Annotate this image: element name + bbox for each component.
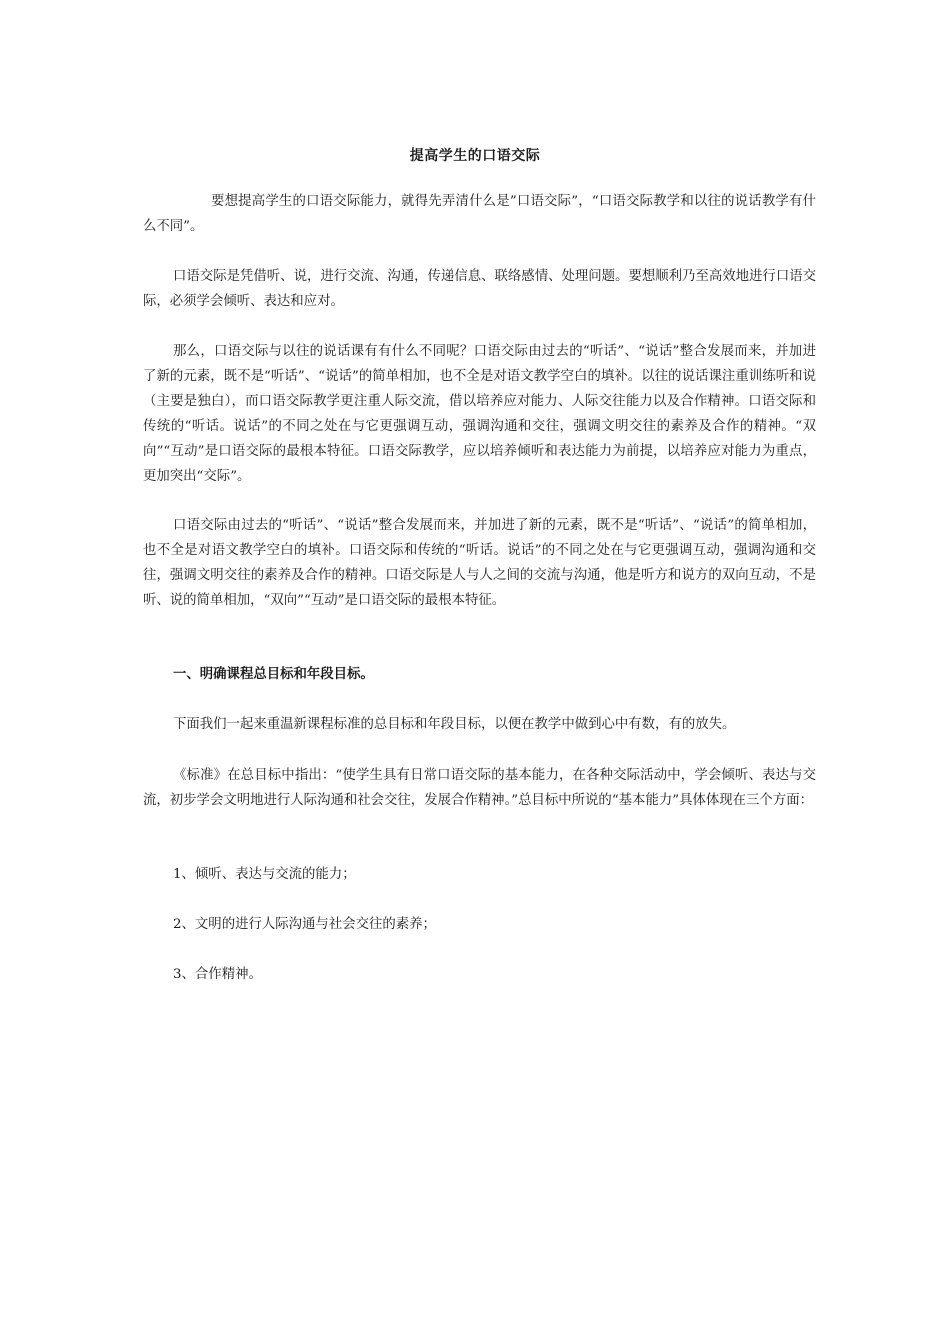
document-title: 提高学生的口语交际 bbox=[409, 148, 541, 164]
list-item: 2、文明的进行人际沟通与社会交往的素养； bbox=[173, 917, 436, 932]
paragraph-intro: 要想提高学生的口语交际能力，就得先弄清什么是”口语交际”，“口语交际教学和以往的说话教学有什么不同”。 bbox=[143, 194, 816, 234]
paragraph-review: 下面我们一起来重温新课程标准的总目标和年段目标，以便在教学中做到心中有数，有的放失。 bbox=[173, 717, 736, 732]
list-item: 3、合作精神。 bbox=[173, 967, 262, 982]
paragraph-standard: 《标准》在总目标中指出：“使学生具有日常口语交际的基本能力，在各种交际活动中，学会倾听、表达与交流，初步学会文明地进行人际沟通和社会交往，发展合作精神。”总目标中所说的“基本能力”具体体现在三个方面： bbox=[143, 768, 816, 808]
paragraph-definition: 口语交际是凭借听、说，进行交流、沟通，传递信息、联络感情、处理问题。要想顺利乃至高效地进行口语交际，必须学会倾听、表达和应对。 bbox=[143, 269, 816, 309]
list-item: 1、倾听、表达与交流的能力； bbox=[173, 867, 356, 882]
section-heading: 一、明确课程总目标和年段目标。 bbox=[173, 666, 374, 682]
paragraph-difference: 那么，口语交际与以往的说话课有有什么不同呢？口语交际由过去的“听话”、“说话”整合发展而来，并加进了新的元素，既不是“听话”、“说话”的简单相加，也不全是对语文教学空白的填补。以往的说话课注重训练听和说（主要是独白），而口语交际教学更注重人际交流，借以培养应对能力、人际交往能力以及合作精神。口语交际和传统的“听话。说话”的不同之处在与它更强调互动，强调沟通和交往，强调文明交往的素养及合作的精神。“双向”“互动”是口语交际的最根本特征。口语交际教学，应以培养倾听和表达能力为前提，以培养应对能力为重点，更加突出“交际”。 bbox=[143, 344, 816, 484]
paragraph-summary: 口语交际由过去的“听话”、“说话”整合发展而来，并加进了新的元素，既不是“听话”、“说话”的简单相加，也不全是对语文教学空白的填补。口语交际和传统的“听话。说话”的不同之处在与它更强调互动，强调沟通和交往，强调文明交往的素养及合作的精神。口语交际是人与人之间的交流与沟通，他是听方和说方的双向互动，不是听、说的简单相加，“双向”“互动”是口语交际的最根本特征。 bbox=[143, 518, 816, 608]
